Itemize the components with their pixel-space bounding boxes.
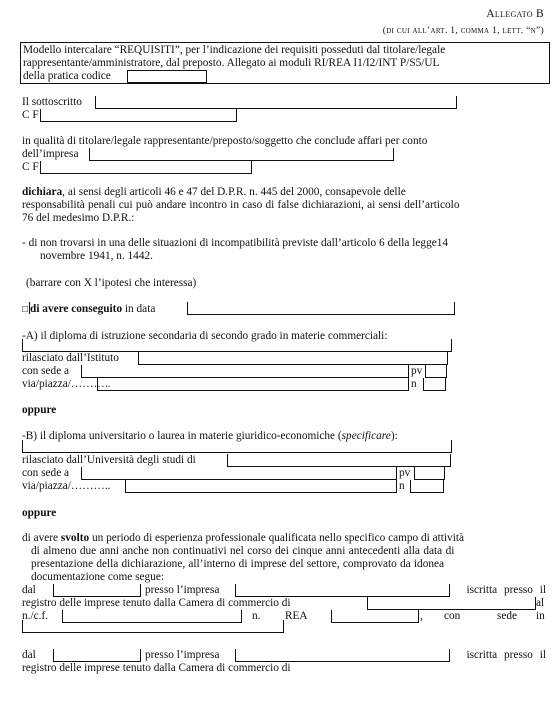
conseguito-checkbox[interactable]: □ [22, 304, 29, 315]
impresa-label: dell’impresa [22, 148, 79, 160]
impresa-cf-label: C F [22, 161, 39, 173]
dichiara-line-1 [22, 186, 406, 199]
esp2-dal-field[interactable] [53, 649, 141, 662]
esp1-sede-label: sede [497, 610, 518, 622]
sottoscritto-label: Il sottoscritto [22, 96, 82, 108]
section-b-via-label: via/piazza/……….. [22, 480, 111, 492]
incompatibilita-line-1: - di non trovarsi in una delle situazioni di incompatibilità previste dall’articolo 6 della legge14 [22, 237, 449, 249]
section-a-title: -A) il diploma di istruzione secondaria di secondo grado in materie commerciali: [22, 330, 388, 342]
esperienza-line-1 [22, 532, 464, 545]
pratica-code-field[interactable] [127, 70, 207, 83]
section-b-universita-field[interactable] [227, 454, 451, 467]
section-b-universita-label: rilasciato dall’Università degli studi di [22, 454, 196, 466]
sottoscritto-cf-field[interactable] [40, 109, 237, 122]
esperienza-line-3: presentazione della dichiarazione, all’interno di imprese del settore, comprovato da idonea [31, 558, 445, 570]
oppure-1: oppure [22, 404, 57, 416]
section-b-sede-label: con sede a [22, 467, 70, 479]
esperienza-line-1-pre: di avere [22, 532, 61, 544]
esp1-iscritta-label: iscritta presso il [466, 584, 546, 596]
section-a-diploma-field[interactable] [22, 339, 452, 352]
dichiara-line-1-rest: , ai sensi degli articoli 46 e 47 del D.P.R. n. 445 del 2000, consapevole delle [62, 186, 406, 198]
esp1-registro-label: registro delle imprese tenuto dalla Camera di commercio di [22, 597, 291, 609]
section-a-istituto-field[interactable] [138, 352, 448, 365]
section-a-n-label: n [411, 378, 417, 390]
section-b-pv-field[interactable] [414, 467, 445, 480]
intro-line-1: Modello intercalare “REQUISITI”, per l’indicazione dei requisiti posseduti dal titolare/legale [23, 44, 446, 56]
intro-line-2: rappresentante/amministratore, dal preposto. Allegato ai moduli RI/REA I1/I2/INT P/S5/UL [23, 57, 440, 69]
dichiara-bold: dichiara [22, 186, 63, 198]
esp1-camera-field[interactable] [367, 597, 536, 610]
section-b-laurea-field[interactable] [22, 440, 452, 453]
esp1-impresa-field[interactable] [235, 584, 450, 597]
section-b-via-field[interactable] [125, 480, 397, 493]
section-b-n-label: n [399, 480, 405, 492]
esp1-ncf-label: n./c.f. [22, 610, 49, 622]
impresa-field[interactable] [89, 148, 394, 161]
esp1-dal-label: dal [22, 584, 36, 596]
esp1-presso-label: presso l’impresa [145, 584, 220, 596]
section-b-sede-field[interactable] [81, 467, 397, 480]
oppure-2: oppure [22, 507, 57, 519]
section-a-pv-field[interactable] [425, 365, 447, 378]
esp2-impresa-field[interactable] [235, 649, 450, 662]
allegato-reference: (di cui all’art. 1, comma 1, lett. “n”) [382, 26, 544, 36]
section-b-title-italic: specificare [341, 430, 391, 442]
dichiara-line-2: responsabilità penali cui può andare incontro in caso di false dichiarazioni, ai sensi dell’articolo [22, 199, 460, 211]
esp2-registro-label: registro delle imprese tenuto dalla Camera di commercio di [22, 662, 291, 674]
esp1-sede-field[interactable] [22, 620, 284, 633]
esp1-al-label: al [536, 597, 545, 609]
impresa-cf-field[interactable] [40, 161, 252, 174]
dichiara-line-3: 76 del medesimo D.P.R.: [22, 212, 135, 224]
section-a-sede-label: con sede a [22, 365, 70, 377]
esp2-presso-label: presso l’impresa [145, 649, 220, 661]
conseguito-line [22, 302, 155, 316]
allegato-title: Allegato B [486, 8, 544, 20]
conseguito-date-field[interactable] [187, 302, 455, 315]
section-b-title-main: -B) il diploma universitario o laurea in materie giuridico-economiche ( [22, 430, 342, 442]
esp2-iscritta-label: iscritta presso il [466, 649, 546, 661]
section-a-sede-field[interactable] [81, 365, 409, 378]
esperienza-line-2: di almeno due anni anche non continuativi nel corso dei cinque anni antecedenti alla data di [31, 545, 455, 557]
esperienza-line-4: documentazione come segue: [31, 571, 164, 583]
esp1-rea-field[interactable] [331, 610, 419, 623]
sottoscritto-cf-label: C F [22, 109, 39, 121]
esp1-comma: , [420, 610, 423, 622]
section-a-istituto-label: rilasciato dall’Istituto [22, 352, 119, 364]
esp1-rea-label: REA [285, 610, 308, 622]
barrare-note: (barrare con X l’ipotesi che interessa) [26, 277, 197, 289]
esperienza-line-1-rest: un periodo di esperienza professionale qualificata nello specifico campo di attività [89, 532, 464, 544]
esp1-in-label: in [536, 610, 545, 622]
esp2-dal-label: dal [22, 649, 36, 661]
section-a-via-label: via/piazza/……….. [22, 378, 111, 390]
section-b-n-field[interactable] [410, 480, 444, 493]
sottoscritto-name-field[interactable] [95, 96, 457, 109]
section-b-pv-label: pv [399, 467, 411, 479]
esp1-n-label: n. [252, 610, 261, 622]
qualita-line-1: in qualità di titolare/legale rappresentante/preposto/soggetto che conclude affari per conto [22, 135, 428, 147]
section-a-n-field[interactable] [423, 378, 446, 391]
conseguito-rest: in data [122, 303, 156, 315]
esp1-con-label: con [444, 610, 461, 622]
esp1-dal-field[interactable] [53, 584, 141, 597]
esperienza-svolto: svolto [60, 532, 90, 544]
section-a-via-field[interactable] [97, 378, 409, 391]
intro-line-3: della pratica codice [23, 70, 111, 82]
conseguito-bold: di avere conseguito [30, 303, 123, 315]
section-a-pv-label: pv [411, 365, 423, 377]
section-b-title-end: ): [390, 430, 398, 442]
incompatibilita-line-2: novembre 1941, n. 1442. [40, 250, 153, 262]
